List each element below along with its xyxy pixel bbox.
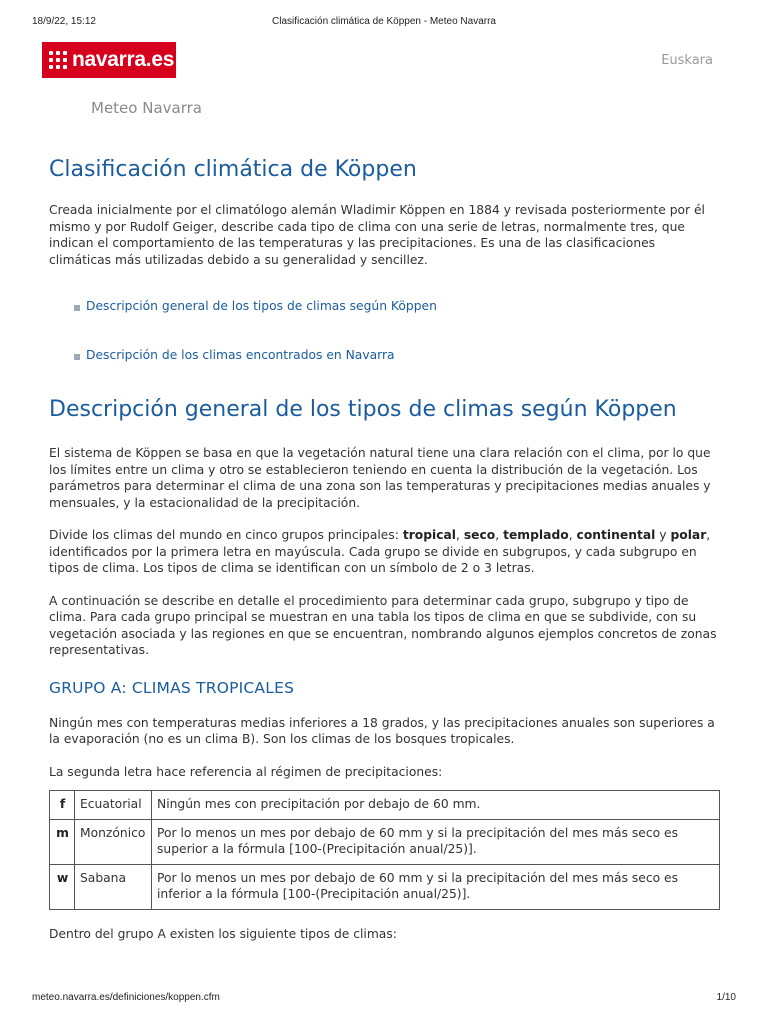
navarra-logo[interactable]	[42, 42, 176, 78]
group-polar: polar	[670, 528, 707, 542]
table-cell-code: f	[50, 791, 75, 820]
general-paragraph-2: Divide los climas del mundo en cinco grupos principales: tropical, seco, templado, continental y polar, identificados por la primera letra en mayúscula. Cada grupo se divide en subgrupos, y cada subgrupo en tipos de clima. Los tipos de clima se identifican con un símbolo de 2 o 3 letras.	[49, 528, 711, 575]
group-a-paragraph-2: La segunda letra hace referencia al régimen de precipitaciones:	[49, 764, 443, 779]
general-paragraph-3: A continuación se describe en detalle el procedimiento para determinar cada grupo, subgrupo y tipo de clima. Para cada grupo principal se muestran en una tabla los tipos de clima en que se subdivide, con su vegetación asociada y las regiones en que se encuentran, nombrando algunos ejemplos concretos de zonas representativas.	[49, 593, 717, 657]
table-cell-name: Sabana	[75, 864, 152, 909]
page-title: Clasificación climática de Köppen	[49, 157, 417, 182]
climate-subtype-table	[49, 790, 720, 910]
table-cell-code: w	[50, 864, 75, 909]
table-cell-name: Monzónico	[75, 819, 152, 864]
print-url: meteo.navarra.es/definiciones/koppen.cfm	[32, 992, 220, 1003]
table-cell-code: m	[50, 819, 75, 864]
print-page-number: 1/10	[716, 992, 736, 1003]
group-a-heading: GRUPO A: CLIMAS TROPICALES	[49, 678, 295, 697]
toc-link-general[interactable]: Descripción general de los tipos de climas según Köppen	[86, 299, 437, 313]
language-link-euskara[interactable]: Euskara	[661, 53, 713, 68]
print-footer	[32, 992, 736, 1006]
site-section-name[interactable]: Meteo Navarra	[91, 99, 202, 117]
table-row	[50, 864, 720, 909]
square-bullet-icon	[74, 305, 80, 311]
toc-item	[74, 298, 721, 314]
general-paragraph-1: El sistema de Köppen se basa en que la vegetación natural tiene una clara relación con el clima, por lo que los límites entre un clima y otro se establecieron teniendo en cuenta la distribución de la vegetación. Los parámetros para determinar el clima de una zona son las temperaturas y precipitaciones medias anuales y mensuales, y la estacionalidad de la precipitación.	[49, 446, 711, 510]
table-cell-name: Ecuatorial	[75, 791, 152, 820]
print-datetime: 18/9/22, 15:12	[32, 16, 96, 27]
table-row	[50, 791, 720, 820]
print-document-title: Clasificación climática de Köppen - Meteo Navarra	[272, 16, 496, 27]
table-cell-description: Por lo menos un mes por debajo de 60 mm y si la precipitación del mes más seco es inferior a la fórmula [100-(Precipitación anual/25)].	[152, 864, 720, 909]
print-header	[32, 16, 736, 30]
group-templado: templado	[503, 528, 569, 542]
group-tropical: tropical	[402, 528, 457, 542]
logo-text: navarra.es	[72, 48, 175, 71]
logo-dots-icon	[49, 51, 67, 69]
toc-item	[74, 347, 721, 363]
group-continental: continental	[576, 528, 656, 542]
table-cell-description: Por lo menos un mes por debajo de 60 mm y si la precipitación del mes más seco es superior a la fórmula [100-(Precipitación anual/25)].	[152, 819, 720, 864]
table-of-contents	[49, 298, 721, 363]
group-a-paragraph-3: Dentro del grupo A existen los siguiente tipos de climas:	[49, 926, 397, 941]
group-a-paragraph-1: Ningún mes con temperaturas medias inferiores a 18 grados, y las precipitaciones anuales son superiores a la evaporación (no es un clima B). Son los climas de los bosques tropicales.	[49, 715, 715, 746]
toc-link-navarra[interactable]: Descripción de los climas encontrados en Navarra	[86, 348, 395, 362]
main-content	[49, 152, 721, 942]
intro-paragraph: Creada inicialmente por el climatólogo alemán Wladimir Köppen en 1884 y revisada posteriormente por él mismo y por Rudolf Geiger, describe cada tipo de clima con una serie de letras, normalmente tres, que indican el comportamiento de las temperaturas y las precipitaciones. Es una de las clasificaciones climáticas más utilizadas debido a su generalidad y sencillez.	[49, 203, 705, 267]
table-row	[50, 819, 720, 864]
section-heading-general: Descripción general de los tipos de climas según Köppen	[49, 397, 677, 422]
table-cell-description: Ningún mes con precipitación por debajo de 60 mm.	[152, 791, 720, 820]
square-bullet-icon	[74, 354, 80, 360]
group-seco: seco	[463, 528, 496, 542]
